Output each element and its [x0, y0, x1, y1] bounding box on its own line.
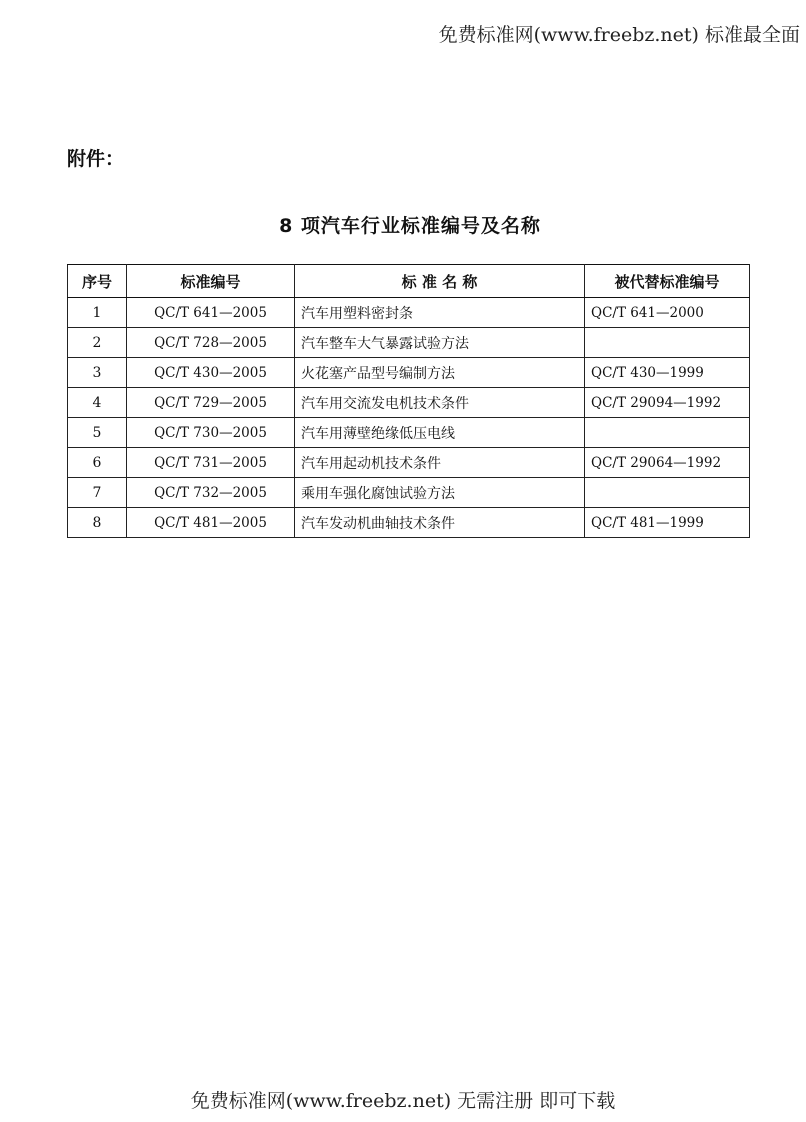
table-row [68, 298, 750, 328]
replaced-code: QC/T 430—1999 [585, 358, 750, 388]
row-number: 5 [68, 418, 127, 448]
replaced-code [585, 418, 750, 448]
footer-watermark: 免费标准网(www.freebz.net) 无需注册 即可下载 [190, 1090, 616, 1112]
replaced-code: QC/T 641—2000 [585, 298, 750, 328]
standard-code: QC/T 430—2005 [127, 358, 295, 388]
row-number: 3 [68, 358, 127, 388]
standard-name: 火花塞产品型号编制方法 [295, 358, 585, 388]
standards-table [67, 264, 750, 538]
replaced-code [585, 478, 750, 508]
row-number: 8 [68, 508, 127, 538]
row-number: 4 [68, 388, 127, 418]
table-row [68, 358, 750, 388]
standard-code: QC/T 728—2005 [127, 328, 295, 358]
standard-name: 乘用车强化腐蚀试验方法 [295, 478, 585, 508]
standard-name: 汽车用起动机技术条件 [295, 448, 585, 478]
row-number: 1 [68, 298, 127, 328]
standard-code: QC/T 641—2005 [127, 298, 295, 328]
standard-name: 汽车整车大气暴露试验方法 [295, 328, 585, 358]
table-row [68, 418, 750, 448]
table-row [68, 478, 750, 508]
standard-code: QC/T 730—2005 [127, 418, 295, 448]
standard-name: 汽车用塑料密封条 [295, 298, 585, 328]
column-header-number: 序号 [68, 265, 127, 298]
column-header-code: 标准编号 [127, 265, 295, 298]
standard-code: QC/T 729—2005 [127, 388, 295, 418]
replaced-code: QC/T 29094—1992 [585, 388, 750, 418]
standard-name: 汽车用薄壁绝缘低压电线 [295, 418, 585, 448]
column-header-name: 标 准 名 称 [295, 265, 585, 298]
table-title: 8 项汽车行业标准编号及名称 [279, 215, 541, 237]
standard-code: QC/T 732—2005 [127, 478, 295, 508]
replaced-code: QC/T 29064—1992 [585, 448, 750, 478]
standard-code: QC/T 481—2005 [127, 508, 295, 538]
replaced-code: QC/T 481—1999 [585, 508, 750, 538]
replaced-code [585, 328, 750, 358]
table-header-row [68, 265, 750, 298]
column-header-replaced: 被代替标准编号 [585, 265, 750, 298]
table-row [68, 508, 750, 538]
header-watermark: 免费标准网(www.freebz.net) 标准最全面 [438, 24, 800, 46]
attachment-label: 附件： [67, 148, 125, 170]
table-row [68, 448, 750, 478]
standard-name: 汽车发动机曲轴技术条件 [295, 508, 585, 538]
table-row [68, 388, 750, 418]
standard-name: 汽车用交流发电机技术条件 [295, 388, 585, 418]
row-number: 7 [68, 478, 127, 508]
row-number: 2 [68, 328, 127, 358]
row-number: 6 [68, 448, 127, 478]
table-row [68, 328, 750, 358]
standard-code: QC/T 731—2005 [127, 448, 295, 478]
